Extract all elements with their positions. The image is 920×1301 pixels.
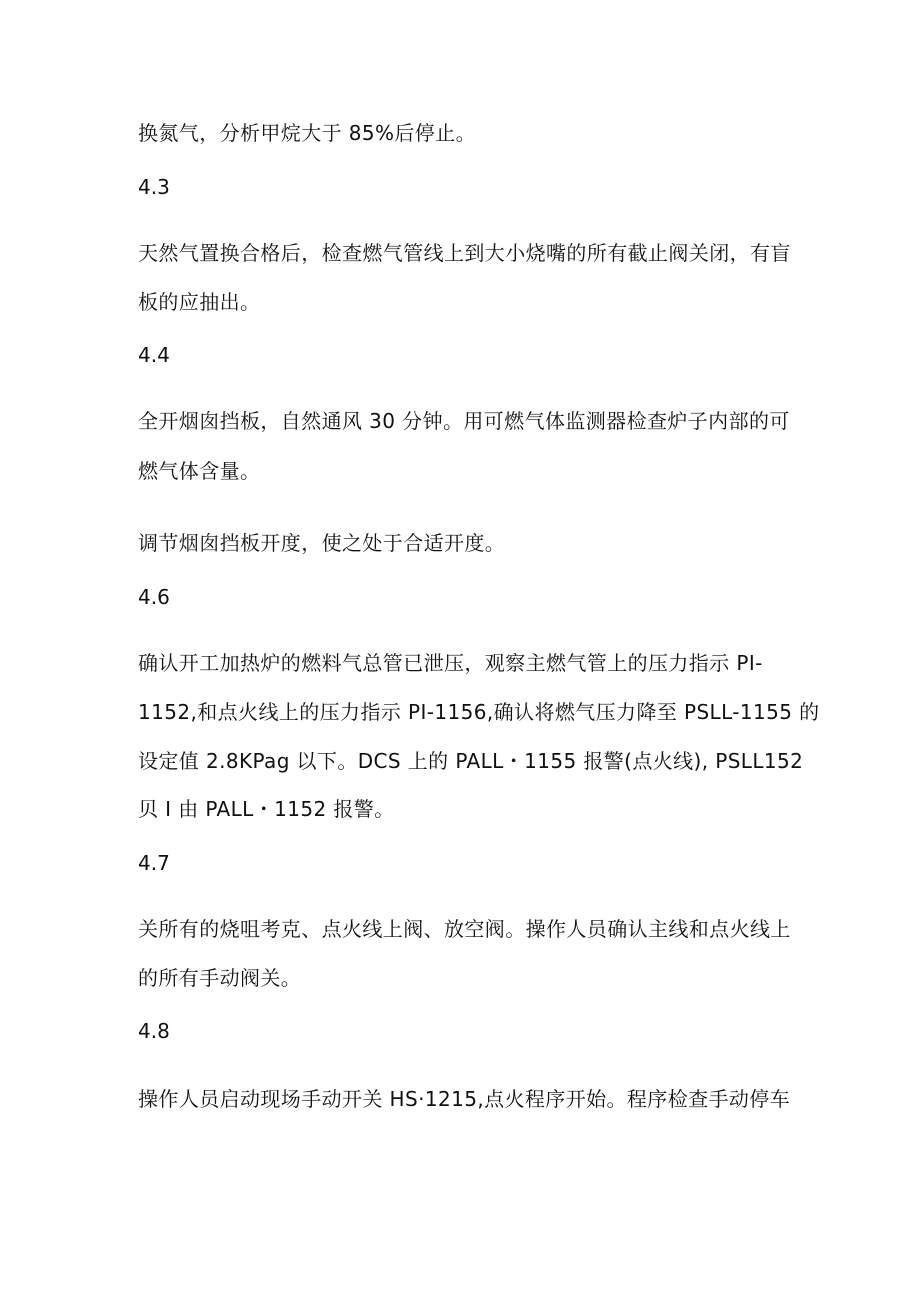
text-line: 贝 I 由 PALL・1152 报警。: [138, 797, 395, 821]
text-line: 调节烟囱挡板开度，使之处于合适开度。: [138, 531, 506, 555]
text-line: 关所有的烧咀考克、点火线上阀、放空阀。操作人员确认主线和点火线上: [138, 917, 791, 941]
text-line: 全开烟囱挡板，自然通风 30 分钟。用可燃气体监测器检查炉子内部的可: [138, 409, 790, 433]
text-line: 的所有手动阀关。: [138, 966, 302, 990]
text-line: 换氮气，分析甲烷大于 85%后停止。: [138, 121, 477, 145]
text-line: 天然气置换合格后，检查燃气管线上到大小烧嘴的所有截止阀关闭，有盲: [138, 241, 791, 265]
text-line: 燃气体含量。: [138, 459, 261, 483]
text-line: 操作人员启动现场手动开关 HS·1215,点火程序开始。程序检查手动停车: [138, 1087, 791, 1111]
section-number: 4.7: [138, 851, 170, 875]
text-line: 设定值 2.8KPag 以下。DCS 上的 PALL・1155 报警(点火线), PSLL152: [138, 749, 804, 773]
text-line: 1152,和点火线上的压力指示 PI-1156,确认将燃气压力降至 PSLL-1155 的: [138, 700, 820, 724]
section-number: 4.8: [138, 1019, 170, 1043]
text-line: 板的应抽出。: [138, 290, 261, 314]
section-number: 4.6: [138, 585, 170, 609]
section-number: 4.3: [138, 175, 170, 199]
text-line: 确认开工加热炉的燃料气总管已泄压，观察主燃气管上的压力指示 PI-: [138, 651, 763, 675]
section-number: 4.4: [138, 343, 170, 367]
